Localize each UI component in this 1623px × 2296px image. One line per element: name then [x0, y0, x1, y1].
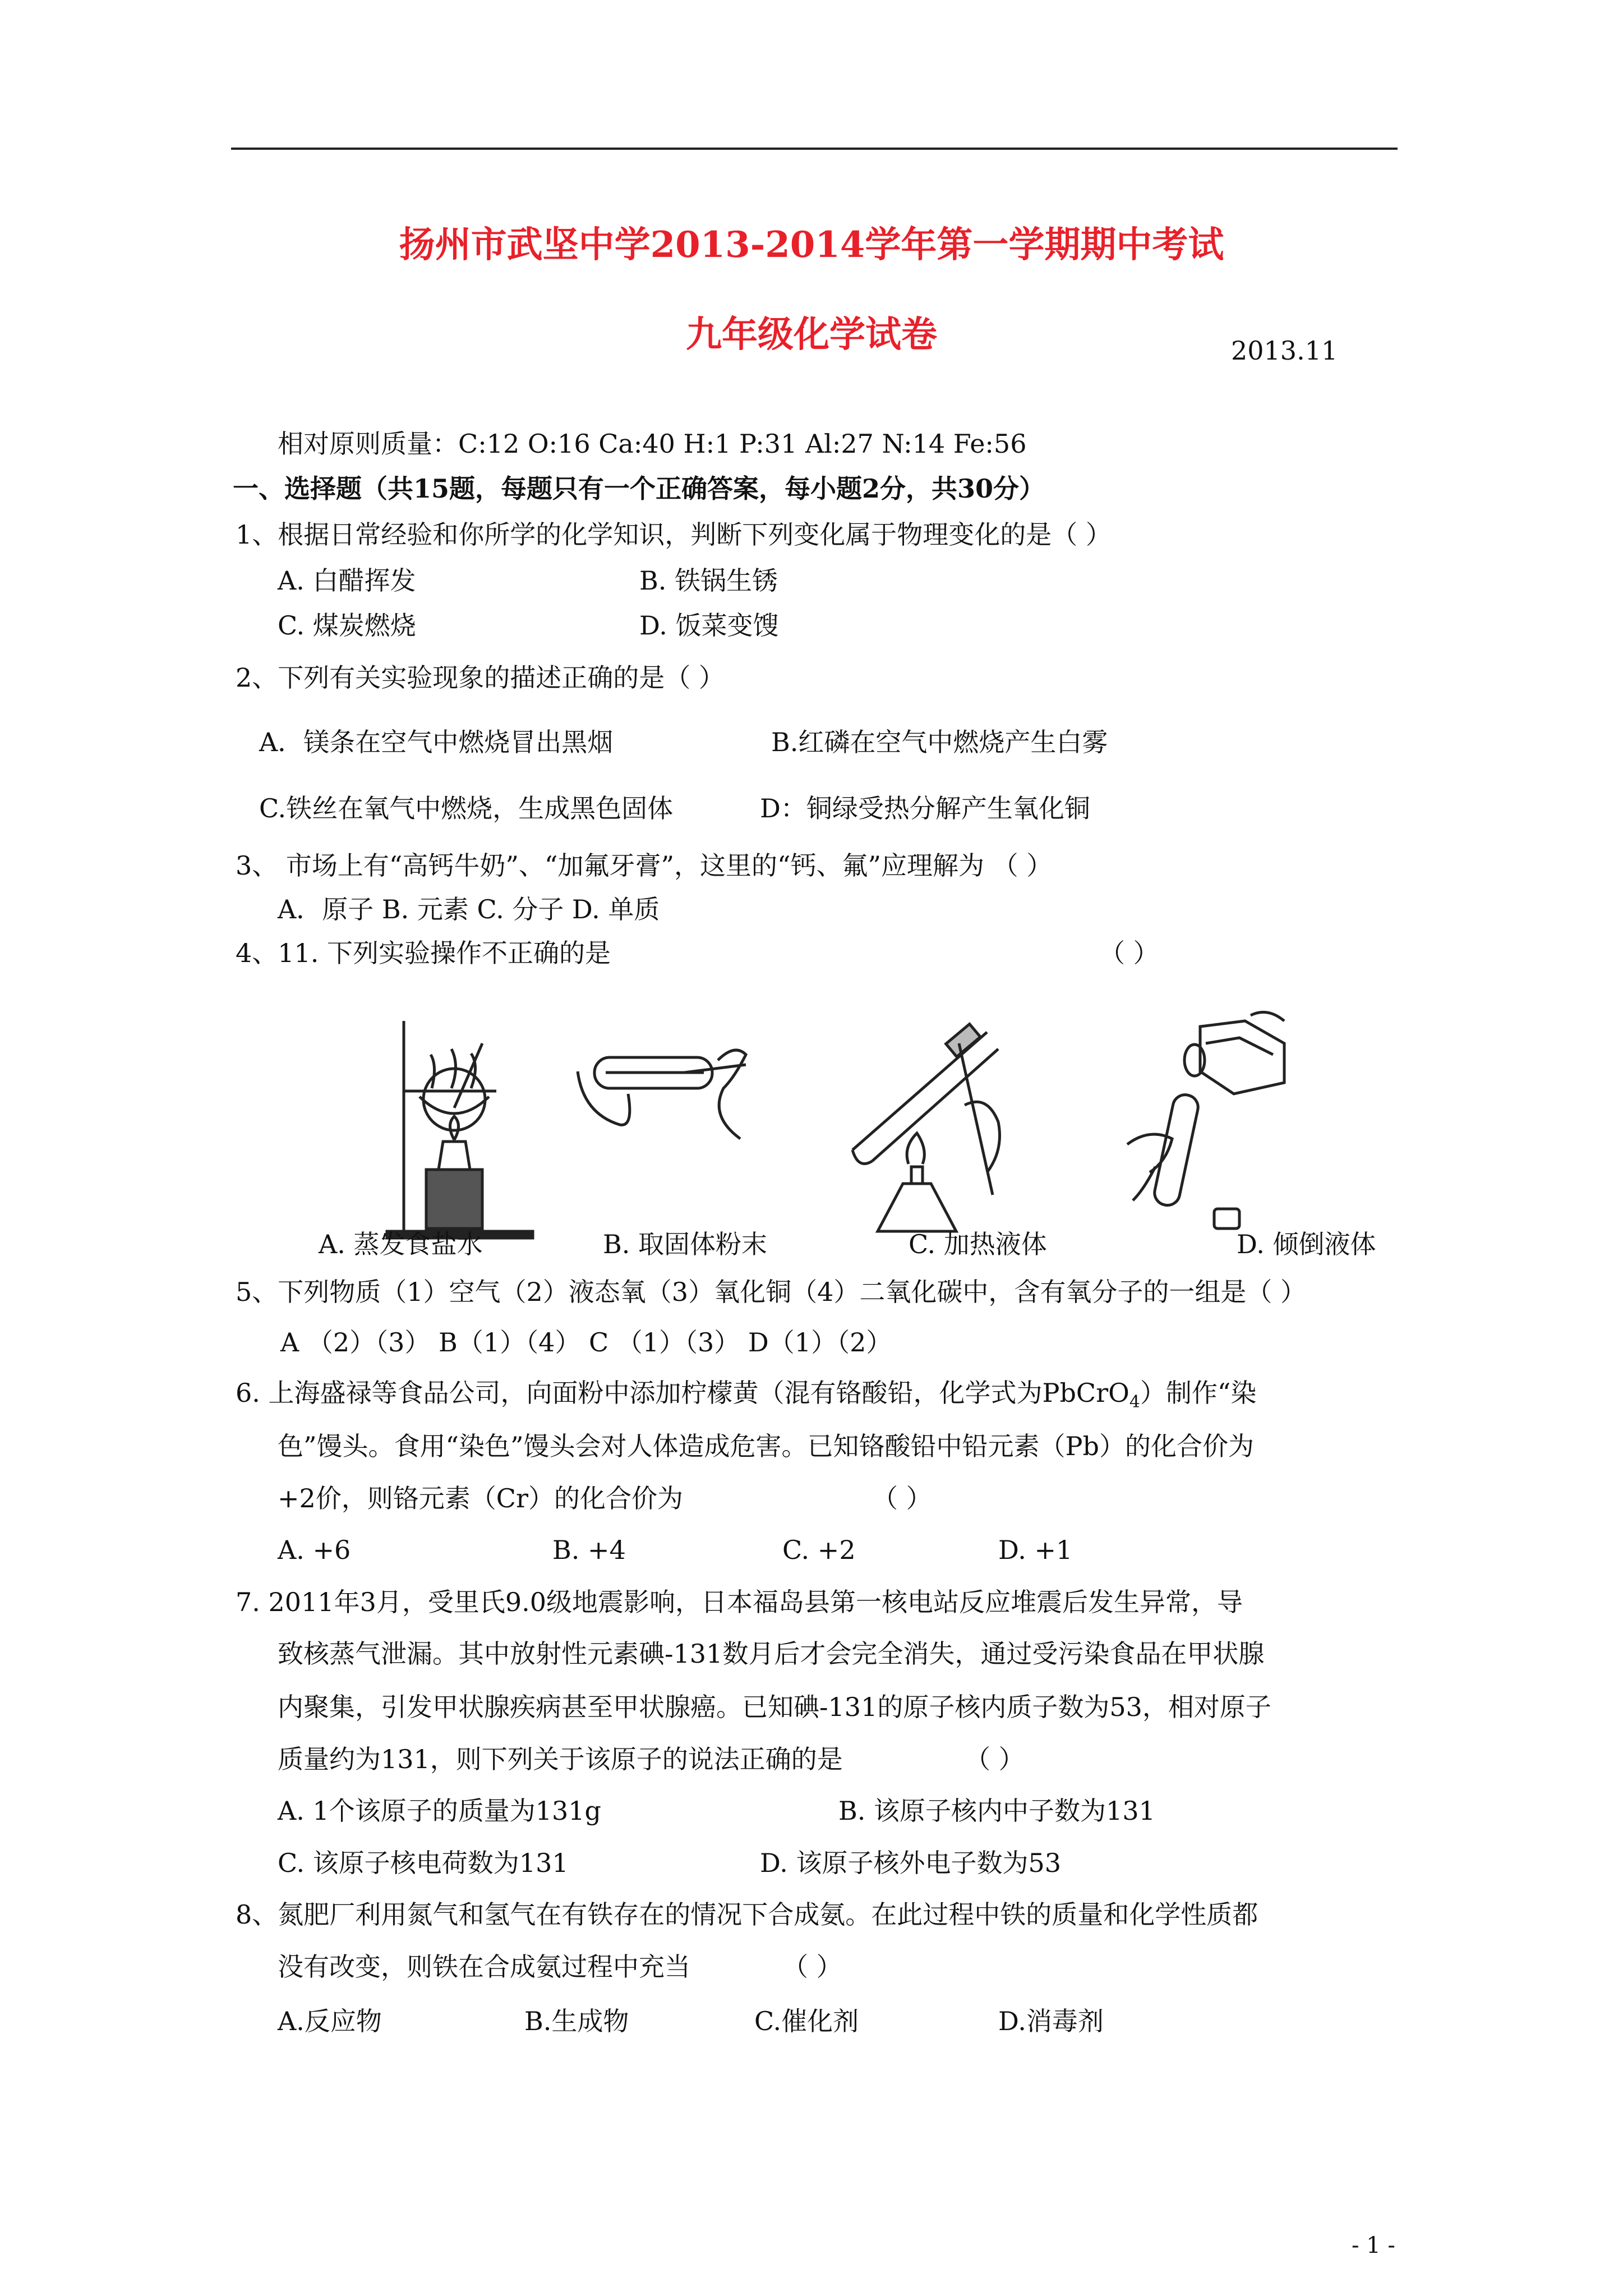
- q6-line3: +2价，则铬元素（Cr）的化合价为: [278, 1483, 683, 1513]
- q2-stem: 2、下列有关实验现象的描述正确的是（ ）: [236, 662, 725, 693]
- q7-option-d: D. 该原子核外电子数为53: [760, 1848, 1062, 1878]
- exam-title: 扬州市武坚中学2013-2014学年第一学期期中考试: [399, 224, 1224, 266]
- q1-stem: 1、根据日常经验和你所学的化学知识，判断下列变化属于物理变化的是（ ）: [236, 519, 1112, 550]
- page-number: - 1 -: [1352, 2233, 1395, 2258]
- q7-line3: 内聚集，引发甲状腺疾病甚至甲状腺癌。已知碘-131的原子核内质子数为53，相对原子: [278, 1692, 1271, 1722]
- exam-date: 2013.11: [1231, 335, 1338, 366]
- q8-option-b: B.生成物: [524, 2006, 629, 2036]
- q7-line1: 7. 2011年3月，受里氏9.0级地震影响，日本福岛县第一核电站反应堆震后发生异常，导: [236, 1587, 1243, 1617]
- q3-stem: 3、 市场上有“高钙牛奶”、“加氟牙膏”，这里的“钙、氟”应理解为 （ ）: [236, 850, 1053, 881]
- q8-paren: （ ）: [782, 1952, 842, 1982]
- q8-line1: 8、氮肥厂利用氮气和氢气在有铁存在的情况下合成氨。在此过程中铁的质量和化学性质都: [236, 1899, 1258, 1930]
- q1-option-d: D. 饭菜变馊: [639, 610, 779, 641]
- q4-option-a: A. 蒸发食盐水: [319, 1229, 483, 1259]
- q2-option-b: B.红磷在空气中燃烧产生白雾: [771, 727, 1108, 757]
- q7-option-a: A. 1个该原子的质量为131g: [278, 1796, 601, 1826]
- q1-option-b: B. 铁锅生锈: [639, 565, 778, 596]
- q6-line1: 6. 上海盛禄等食品公司，向面粉中添加柠檬黄（混有铬酸铅，化学式为PbCrO$_4$）制作“染: [236, 1378, 1257, 1412]
- figure-heating: [819, 1010, 1066, 1240]
- top-rule: [231, 148, 1398, 150]
- exam-subtitle: 九年级化学试卷: [686, 314, 937, 356]
- q6-option-c: C. +2: [782, 1535, 856, 1565]
- figure-pouring: [1116, 1010, 1301, 1240]
- q5-options: A （2）（3） B（1）（4） C （1）（3） D（1）（2）: [280, 1327, 892, 1358]
- q6-option-a: A. +6: [278, 1535, 351, 1565]
- q1-option-a: A. 白醋挥发: [278, 565, 416, 596]
- q6-option-d: D. +1: [998, 1535, 1073, 1565]
- figure-powder: [566, 1010, 757, 1240]
- q7-line2: 致核蒸气泄漏。其中放射性元素碘-131数月后才会完全消失，通过受污染食品在甲状腺: [278, 1639, 1265, 1669]
- q6-option-b: B. +4: [552, 1535, 626, 1565]
- q8-option-a: A.反应物: [278, 2006, 382, 2036]
- q8-option-d: D.消毒剂: [998, 2006, 1104, 2036]
- section-heading: 一、选择题（共15题，每题只有一个正确答案，每小题2分，共30分）: [233, 473, 1045, 504]
- q3-options: A．原子 B. 元素 C. 分子 D. 单质: [278, 894, 660, 924]
- q7-option-c: C. 该原子核电荷数为131: [278, 1848, 569, 1878]
- q7-line4: 质量约为131，则下列关于该原子的说法正确的是: [278, 1744, 843, 1774]
- q1-option-c: C. 煤炭燃烧: [278, 610, 416, 641]
- q4-option-c: C. 加热液体: [909, 1229, 1047, 1259]
- q6-subscript: 4: [1129, 1392, 1140, 1412]
- q4-paren: （ ）: [1099, 938, 1159, 968]
- q4-stem: 4、11. 下列实验操作不正确的是: [236, 938, 611, 968]
- q5-stem: 5、下列物质（1）空气（2）液态氧（3）氧化铜（4）二氧化碳中，含有氧分子的一组是（ ）: [236, 1277, 1306, 1307]
- q8-line2: 没有改变，则铁在合成氨过程中充当: [278, 1952, 690, 1982]
- q4-option-d: D. 倾倒液体: [1237, 1229, 1376, 1259]
- q6-paren: （ ）: [872, 1483, 932, 1513]
- figure-evaporation: [370, 1010, 538, 1240]
- atomic-masses: 相对原则质量：C:12 O:16 Ca:40 H:1 P:31 Al:27 N:14 Fe:56: [278, 429, 1027, 459]
- q2-option-d: D：铜绿受热分解产生氧化铜: [760, 793, 1090, 823]
- q2-option-c: C.铁丝在氧气中燃烧，生成黑色固体: [259, 793, 674, 823]
- q2-option-a: A．镁条在空气中燃烧冒出黑烟: [259, 727, 614, 757]
- q8-option-c: C.催化剂: [754, 2006, 859, 2036]
- q4-option-b: B. 取固体粉末: [603, 1229, 768, 1259]
- q6-line2: 色”馒头。食用“染色”馒头会对人体造成危害。已知铬酸铅中铅元素（Pb）的化合价为: [278, 1431, 1254, 1461]
- q7-paren: （ ）: [965, 1744, 1025, 1774]
- q7-option-b: B. 该原子核内中子数为131: [838, 1796, 1155, 1826]
